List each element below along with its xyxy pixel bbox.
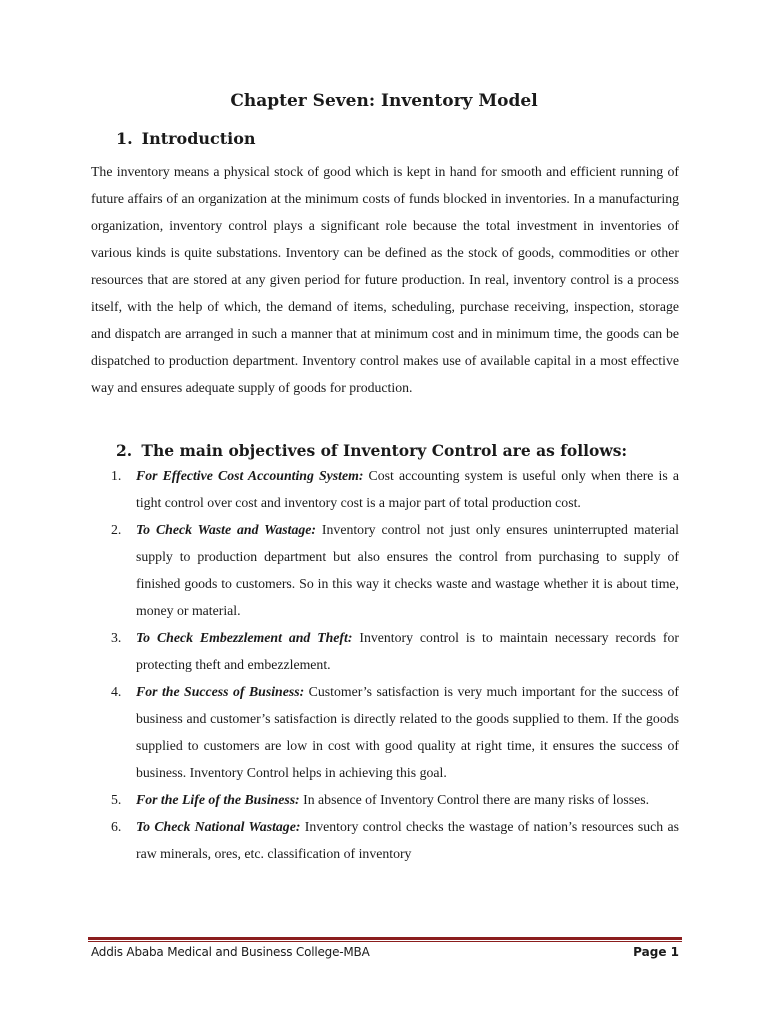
list-item-lead: For the Life of the Business: (136, 792, 300, 807)
page-number: Page 1 (633, 945, 679, 959)
list-item-lead: To Check Embezzlement and Theft: (136, 630, 353, 645)
list-item-number: 3. (111, 630, 122, 645)
chapter-title: Chapter Seven: Inventory Model (230, 91, 538, 111)
list-item-number: 1. (111, 468, 122, 483)
list-item-text: Inventory control not just only ensures uninterrupted material supply to production department but also ensures the control from purchasing to supply of finished goods to customers. So in this way it checks waste and wastage whether it is about time, money or material. (136, 522, 679, 618)
list-item-number: 6. (111, 819, 122, 834)
list-item (91, 786, 679, 813)
list-item (91, 678, 679, 786)
section-number: 2. (116, 441, 133, 460)
list-item-lead: For Effective Cost Accounting System: (136, 468, 364, 483)
list-item-lead: To Check Waste and Wastage: (136, 522, 317, 537)
list-item (91, 813, 679, 867)
list-item-number: 4. (111, 684, 122, 699)
list-item (91, 624, 679, 678)
objectives-list (91, 462, 679, 867)
section-number: 1. (116, 129, 133, 148)
list-item-number: 2. (111, 522, 122, 537)
introduction-paragraph: The inventory means a physical stock of good which is kept in hand for smooth and efficient running of future affairs of an organization at the minimum costs of funds blocked in inventories. In a manufacturing organization, inventory control plays a significant role because the total investment in inventories of various kinds is quite substations. Inventory can be defined as the stock of goods, commodities or other resources that are stored at any given period for future production. In real, inventory control is a process itself, with the help of which, the demand of items, scheduling, purchase receiving, inspection, storage and dispatch are arranged in such a manner that at minimum cost and in minimum time, the goods can be dispatched to production department. Inventory control makes use of available capital in a most effective way and ensures adequate supply of goods for production. (91, 164, 679, 395)
list-item-lead: For the Success of Business: (136, 684, 305, 699)
list-item (91, 516, 679, 624)
list-item-text: Customer’s satisfaction is very much important for the success of business and customer’s satisfaction is directly related to the goods supplied to them. If the goods supplied to customers are low in cost with good quality at right time, it ensures the success of business. Inventory Control helps in achieving this goal. (136, 684, 679, 780)
list-item-number: 5. (111, 792, 122, 807)
section-heading-objectives (116, 441, 627, 460)
list-item-lead: To Check National Wastage: (136, 819, 301, 834)
section-title: Introduction (141, 129, 256, 148)
footer-institution: Addis Ababa Medical and Business College-MBA (91, 945, 370, 959)
list-item (91, 462, 679, 516)
footer-rule (88, 937, 682, 940)
list-item-text: Cost accounting system is useful only when there is a tight control over cost and inventory cost is a major part of total production cost. (136, 468, 679, 510)
list-item-text: Inventory control is to maintain necessary records for protecting theft and embezzlement. (136, 630, 680, 672)
list-item-text: In absence of Inventory Control there are many risks of losses. (299, 792, 650, 807)
footer-rule-thin (88, 941, 682, 942)
section-heading-introduction (116, 129, 256, 148)
list-item-text: Inventory control checks the wastage of nation’s resources such as raw minerals, ores, etc. classification of inventory (136, 819, 679, 861)
section-title: The main objectives of Inventory Control are as follows: (141, 441, 628, 460)
